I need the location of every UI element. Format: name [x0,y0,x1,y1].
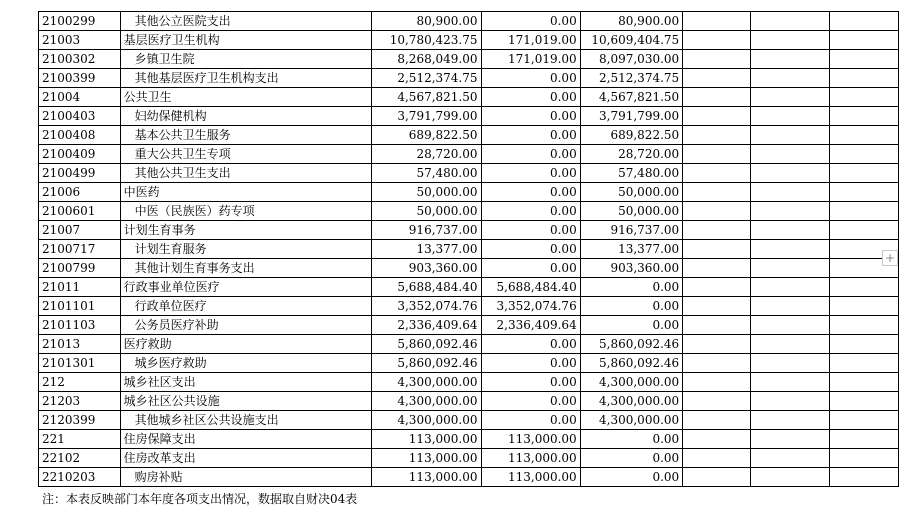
empty-cell [751,411,830,430]
empty-cell [830,430,899,449]
empty-cell [751,392,830,411]
project-expenditure-cell: 903,360.00 [580,259,682,278]
empty-cell [751,126,830,145]
empty-cell [683,354,751,373]
empty-cell [830,50,899,69]
empty-cell [751,259,830,278]
subject-code-cell: 2101101 [39,297,121,316]
project-expenditure-cell: 0.00 [580,297,682,316]
basic-expenditure-cell: 0.00 [481,126,580,145]
subject-code-cell: 21004 [39,88,121,107]
empty-cell [683,278,751,297]
subject-code-cell: 2100499 [39,164,121,183]
total-amount-cell: 50,000.00 [371,183,481,202]
empty-cell [683,183,751,202]
empty-cell [830,164,899,183]
subject-name-cell: 中医药 [120,183,371,202]
project-expenditure-cell: 57,480.00 [580,164,682,183]
empty-cell [683,240,751,259]
total-amount-cell: 4,300,000.00 [371,411,481,430]
table-row [39,468,900,487]
total-amount-cell: 4,300,000.00 [371,373,481,392]
empty-cell [683,107,751,126]
subject-code-cell: 21007 [39,221,121,240]
empty-cell [830,221,899,240]
empty-cell [830,107,899,126]
empty-cell [830,316,899,335]
empty-cell [751,430,830,449]
table-row [39,183,900,202]
basic-expenditure-cell: 0.00 [481,411,580,430]
empty-cell [683,126,751,145]
empty-cell [751,145,830,164]
empty-cell [683,468,751,487]
subject-name-cell: 行政事业单位医疗 [120,278,371,297]
subject-code-cell: 212 [39,373,121,392]
empty-cell [751,240,830,259]
table-row [39,240,900,259]
project-expenditure-cell: 5,860,092.46 [580,354,682,373]
empty-cell [683,12,751,31]
basic-expenditure-cell: 0.00 [481,12,580,31]
subject-name-cell: 城乡社区支出 [120,373,371,392]
total-amount-cell: 50,000.00 [371,202,481,221]
basic-expenditure-cell: 0.00 [481,202,580,221]
project-expenditure-cell: 0.00 [580,430,682,449]
total-amount-cell: 3,352,074.76 [371,297,481,316]
basic-expenditure-cell: 0.00 [481,354,580,373]
subject-name-cell: 城乡医疗救助 [120,354,371,373]
table-row [39,88,900,107]
empty-cell [830,202,899,221]
empty-cell [830,278,899,297]
subject-code-cell: 2101301 [39,354,121,373]
project-expenditure-cell: 3,791,799.00 [580,107,682,126]
basic-expenditure-cell: 5,688,484.40 [481,278,580,297]
project-expenditure-cell: 4,300,000.00 [580,411,682,430]
empty-cell [830,335,899,354]
subject-code-cell: 21011 [39,278,121,297]
total-amount-cell: 80,900.00 [371,12,481,31]
subject-name-cell: 计划生育服务 [120,240,371,259]
table-row [39,126,900,145]
subject-name-cell: 公共卫生 [120,88,371,107]
project-expenditure-cell: 4,567,821.50 [580,88,682,107]
subject-code-cell: 2100399 [39,69,121,88]
basic-expenditure-cell: 0.00 [481,107,580,126]
table-row [39,354,900,373]
subject-name-cell: 其他计划生育事务支出 [120,259,371,278]
table-row [39,107,900,126]
expenditure-table-container [38,11,900,487]
table-row [39,12,900,31]
subject-name-cell: 住房保障支出 [120,430,371,449]
empty-cell [683,449,751,468]
total-amount-cell: 4,300,000.00 [371,392,481,411]
basic-expenditure-cell: 0.00 [481,373,580,392]
empty-cell [683,221,751,240]
basic-expenditure-cell: 171,019.00 [481,50,580,69]
table-row [39,316,900,335]
project-expenditure-cell: 80,900.00 [580,12,682,31]
empty-cell [751,449,830,468]
basic-expenditure-cell: 113,000.00 [481,468,580,487]
empty-cell [751,202,830,221]
basic-expenditure-cell: 0.00 [481,259,580,278]
total-amount-cell: 13,377.00 [371,240,481,259]
subject-code-cell: 2100302 [39,50,121,69]
subject-code-cell: 21003 [39,31,121,50]
empty-cell [751,297,830,316]
empty-cell [751,335,830,354]
subject-code-cell: 21203 [39,392,121,411]
subject-name-cell: 基层医疗卫生机构 [120,31,371,50]
basic-expenditure-cell: 0.00 [481,183,580,202]
table-body [39,12,900,487]
project-expenditure-cell: 8,097,030.00 [580,50,682,69]
table-row [39,392,900,411]
total-amount-cell: 3,791,799.00 [371,107,481,126]
subject-code-cell: 2100299 [39,12,121,31]
subject-name-cell: 中医（民族医）药专项 [120,202,371,221]
empty-cell [751,88,830,107]
empty-cell [751,468,830,487]
subject-name-cell: 其他基层医疗卫生机构支出 [120,69,371,88]
empty-cell [751,107,830,126]
empty-cell [683,202,751,221]
subject-name-cell: 计划生育事务 [120,221,371,240]
table-row [39,373,900,392]
project-expenditure-cell: 13,377.00 [580,240,682,259]
empty-cell [830,126,899,145]
project-expenditure-cell: 2,512,374.75 [580,69,682,88]
table-row [39,411,900,430]
empty-cell [751,316,830,335]
project-expenditure-cell: 4,300,000.00 [580,392,682,411]
empty-cell [830,69,899,88]
table-row [39,221,900,240]
table-row [39,278,900,297]
basic-expenditure-cell: 0.00 [481,69,580,88]
total-amount-cell: 10,780,423.75 [371,31,481,50]
project-expenditure-cell: 5,860,092.46 [580,335,682,354]
empty-cell [830,468,899,487]
empty-cell [683,164,751,183]
total-amount-cell: 689,822.50 [371,126,481,145]
empty-cell [830,31,899,50]
subject-code-cell: 221 [39,430,121,449]
table-footnote: 注：本表反映部门本年度各项支出情况，数据取自财决04表 [42,492,358,506]
subject-name-cell: 住房改革支出 [120,449,371,468]
total-amount-cell: 8,268,049.00 [371,50,481,69]
subject-code-cell: 22102 [39,449,121,468]
project-expenditure-cell: 916,737.00 [580,221,682,240]
empty-cell [830,411,899,430]
total-amount-cell: 28,720.00 [371,145,481,164]
table-row [39,69,900,88]
subject-code-cell: 21006 [39,183,121,202]
basic-expenditure-cell: 2,336,409.64 [481,316,580,335]
empty-cell [830,373,899,392]
table-row [39,164,900,183]
basic-expenditure-cell: 0.00 [481,240,580,259]
subject-name-cell: 其他公共卫生支出 [120,164,371,183]
total-amount-cell: 4,567,821.50 [371,88,481,107]
subject-name-cell: 行政单位医疗 [120,297,371,316]
basic-expenditure-cell: 171,019.00 [481,31,580,50]
table-row [39,31,900,50]
empty-cell [830,392,899,411]
subject-code-cell: 2120399 [39,411,121,430]
subject-name-cell: 购房补贴 [120,468,371,487]
table-row [39,430,900,449]
basic-expenditure-cell: 0.00 [481,145,580,164]
empty-cell [830,354,899,373]
subject-code-cell: 2210203 [39,468,121,487]
empty-cell [830,145,899,164]
subject-code-cell: 2100408 [39,126,121,145]
empty-cell [751,183,830,202]
empty-cell [683,50,751,69]
total-amount-cell: 5,688,484.40 [371,278,481,297]
subject-name-cell: 重大公共卫生专项 [120,145,371,164]
empty-cell [683,145,751,164]
empty-cell [830,297,899,316]
basic-expenditure-cell: 0.00 [481,164,580,183]
subject-name-cell: 医疗救助 [120,335,371,354]
basic-expenditure-cell: 113,000.00 [481,430,580,449]
empty-cell [751,50,830,69]
total-amount-cell: 113,000.00 [371,468,481,487]
total-amount-cell: 5,860,092.46 [371,335,481,354]
total-amount-cell: 916,737.00 [371,221,481,240]
subject-name-cell: 公务员医疗补助 [120,316,371,335]
subject-code-cell: 2100403 [39,107,121,126]
subject-name-cell: 基本公共卫生服务 [120,126,371,145]
project-expenditure-cell: 0.00 [580,316,682,335]
empty-cell [683,297,751,316]
empty-cell [683,69,751,88]
empty-cell [830,88,899,107]
empty-cell [751,373,830,392]
subject-code-cell: 2100409 [39,145,121,164]
subject-code-cell: 2101103 [39,316,121,335]
subject-name-cell: 乡镇卫生院 [120,50,371,69]
total-amount-cell: 2,512,374.75 [371,69,481,88]
subject-code-cell: 2100717 [39,240,121,259]
subject-name-cell: 其他公立医院支出 [120,12,371,31]
plus-icon[interactable]: + [882,250,898,266]
total-amount-cell: 5,860,092.46 [371,354,481,373]
empty-cell [683,259,751,278]
project-expenditure-cell: 0.00 [580,468,682,487]
project-expenditure-cell: 0.00 [580,449,682,468]
project-expenditure-cell: 4,300,000.00 [580,373,682,392]
empty-cell [683,373,751,392]
empty-cell [751,69,830,88]
project-expenditure-cell: 50,000.00 [580,183,682,202]
empty-cell [751,278,830,297]
total-amount-cell: 113,000.00 [371,430,481,449]
basic-expenditure-cell: 0.00 [481,335,580,354]
project-expenditure-cell: 50,000.00 [580,202,682,221]
empty-cell [751,12,830,31]
empty-cell [751,31,830,50]
basic-expenditure-cell: 3,352,074.76 [481,297,580,316]
basic-expenditure-cell: 0.00 [481,88,580,107]
empty-cell [751,164,830,183]
project-expenditure-cell: 0.00 [580,278,682,297]
empty-cell [830,183,899,202]
table-row [39,50,900,69]
empty-cell [683,316,751,335]
empty-cell [683,335,751,354]
project-expenditure-cell: 10,609,404.75 [580,31,682,50]
table-row [39,259,900,278]
total-amount-cell: 57,480.00 [371,164,481,183]
empty-cell [830,449,899,468]
empty-cell [830,12,899,31]
table-row [39,202,900,221]
empty-cell [683,392,751,411]
empty-cell [683,411,751,430]
empty-cell [751,221,830,240]
table-row [39,449,900,468]
basic-expenditure-cell: 113,000.00 [481,449,580,468]
table-row [39,145,900,164]
subject-code-cell: 21013 [39,335,121,354]
empty-cell [683,88,751,107]
total-amount-cell: 2,336,409.64 [371,316,481,335]
empty-cell [751,354,830,373]
basic-expenditure-cell: 0.00 [481,392,580,411]
expenditure-table [38,11,900,487]
table-row [39,297,900,316]
subject-code-cell: 2100799 [39,259,121,278]
basic-expenditure-cell: 0.00 [481,221,580,240]
project-expenditure-cell: 689,822.50 [580,126,682,145]
empty-cell [683,430,751,449]
subject-code-cell: 2100601 [39,202,121,221]
total-amount-cell: 903,360.00 [371,259,481,278]
table-row [39,335,900,354]
empty-cell [683,31,751,50]
subject-name-cell: 妇幼保健机构 [120,107,371,126]
project-expenditure-cell: 28,720.00 [580,145,682,164]
subject-name-cell: 城乡社区公共设施 [120,392,371,411]
total-amount-cell: 113,000.00 [371,449,481,468]
subject-name-cell: 其他城乡社区公共设施支出 [120,411,371,430]
